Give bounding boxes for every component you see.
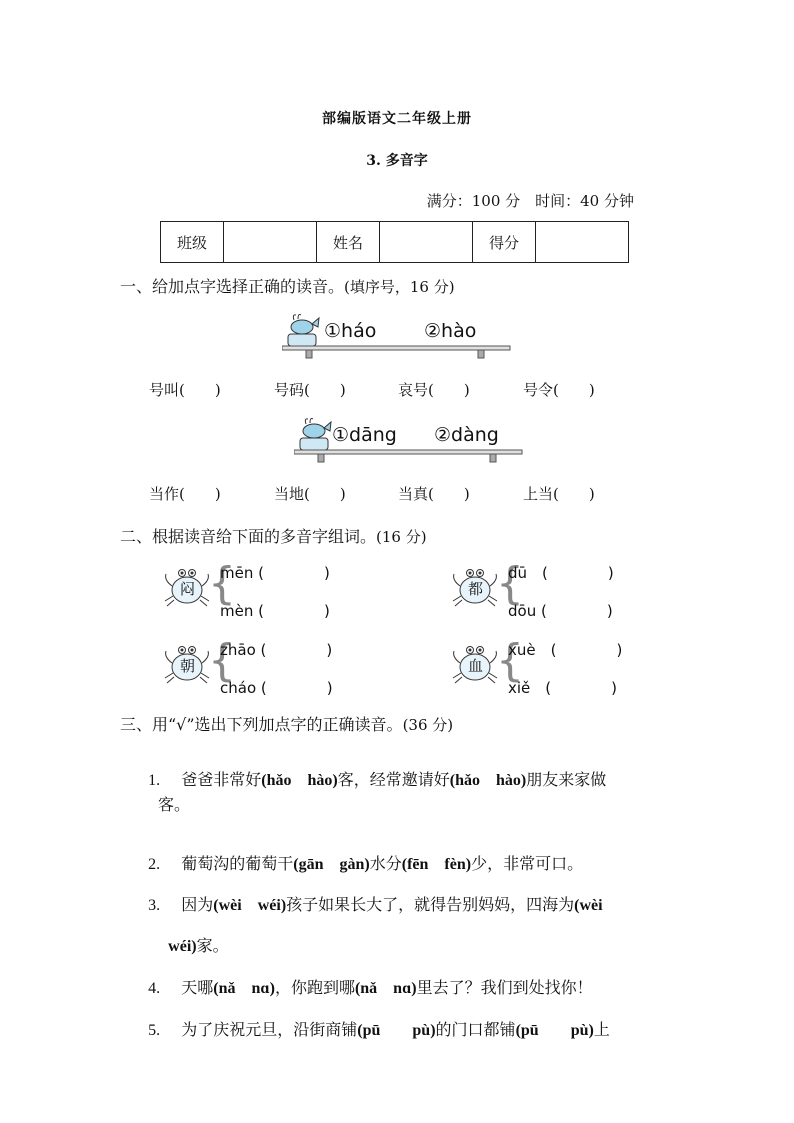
question-1: 1. 爸爸非常好(hǎo hào)客，经常邀请好(hǎo hào)朋友来家做	[148, 770, 607, 789]
question-2: 2. 葡萄沟的葡萄干(gān gàn)水分(fēn fèn)少，非常可口。	[148, 854, 584, 873]
word-dang-zhen[interactable]: 当真( )	[398, 485, 470, 503]
pinyin-choice[interactable]: (wèi	[574, 897, 603, 914]
student-info-table	[160, 221, 629, 263]
question-3: 3. 因为(wèi wéi)孩子如果长大了，就得告别妈妈，四海为(wèi	[148, 895, 603, 914]
pinyin-choice[interactable]: (hǎo hào)	[261, 772, 338, 789]
score-field[interactable]	[536, 222, 629, 263]
question-3-cont: wéi)家。	[168, 936, 229, 955]
score-label: 得分	[473, 222, 536, 263]
shelf-1	[282, 312, 514, 362]
pinyin-choice[interactable]: (fēn fèn)	[401, 856, 472, 873]
word-dang-zuo[interactable]: 当作( )	[149, 485, 221, 503]
pinyin-choice[interactable]: (pū pù)	[515, 1022, 594, 1039]
option-hao4: ②hào	[424, 320, 477, 342]
word-ai-hao[interactable]: 哀号( )	[398, 381, 470, 399]
pinyin-choice[interactable]: (wèi wéi)	[213, 897, 287, 914]
pinyin-choice[interactable]: wéi)	[168, 938, 197, 955]
word-dang-di[interactable]: 当地( )	[274, 485, 346, 503]
class-field[interactable]	[224, 222, 317, 263]
word-shang-dang[interactable]: 上当( )	[523, 485, 595, 503]
word-hao-ma[interactable]: 号码( )	[274, 381, 346, 399]
name-label: 姓名	[317, 222, 380, 263]
document-title: 部编版语文二年级上册	[322, 111, 472, 127]
question-5: 5. 为了庆祝元旦，沿街商铺(pū pù)的门口都铺(pū pù)上	[148, 1020, 610, 1039]
question-1-cont: 客。	[158, 795, 191, 814]
option-dang1: ①dāng	[332, 424, 397, 446]
whale-icon	[300, 419, 331, 451]
question-4: 4. 天哪(nǎ nɑ)，你跑到哪(nǎ nɑ)里去了？我们到处找你！	[148, 978, 593, 997]
word-hao-jiao[interactable]: 号叫( )	[149, 381, 221, 399]
score-time-info: 满分：100 分 时间：40 分钟	[426, 192, 634, 210]
section-2-heading: 二、根据读音给下面的多音字组词。(16 分)	[120, 527, 427, 546]
option-hao2: ①háo	[324, 320, 377, 342]
pinyin-choice[interactable]: (gān gàn)	[293, 856, 370, 873]
class-label: 班级	[161, 222, 224, 263]
pinyin-choice[interactable]: (nǎ nɑ)	[213, 980, 275, 997]
pinyin-choice[interactable]: (hǎo hào)	[449, 772, 527, 789]
pinyin-choice[interactable]: (pū pù)	[357, 1022, 436, 1039]
section-3-heading: 三、用“√”选出下列加点字的正确读音。(36 分)	[120, 715, 454, 734]
name-field[interactable]	[380, 222, 473, 263]
word-hao-ling[interactable]: 号令( )	[523, 381, 595, 399]
option-dang4: ②dàng	[434, 424, 499, 446]
whale-icon	[288, 315, 319, 347]
pinyin-choice[interactable]: (nǎ nɑ)	[354, 980, 417, 997]
section-1-heading: 一、给加点字选择正确的读音。(填序号，16 分)	[120, 277, 455, 296]
lesson-title: 3. 多音字	[366, 153, 428, 169]
